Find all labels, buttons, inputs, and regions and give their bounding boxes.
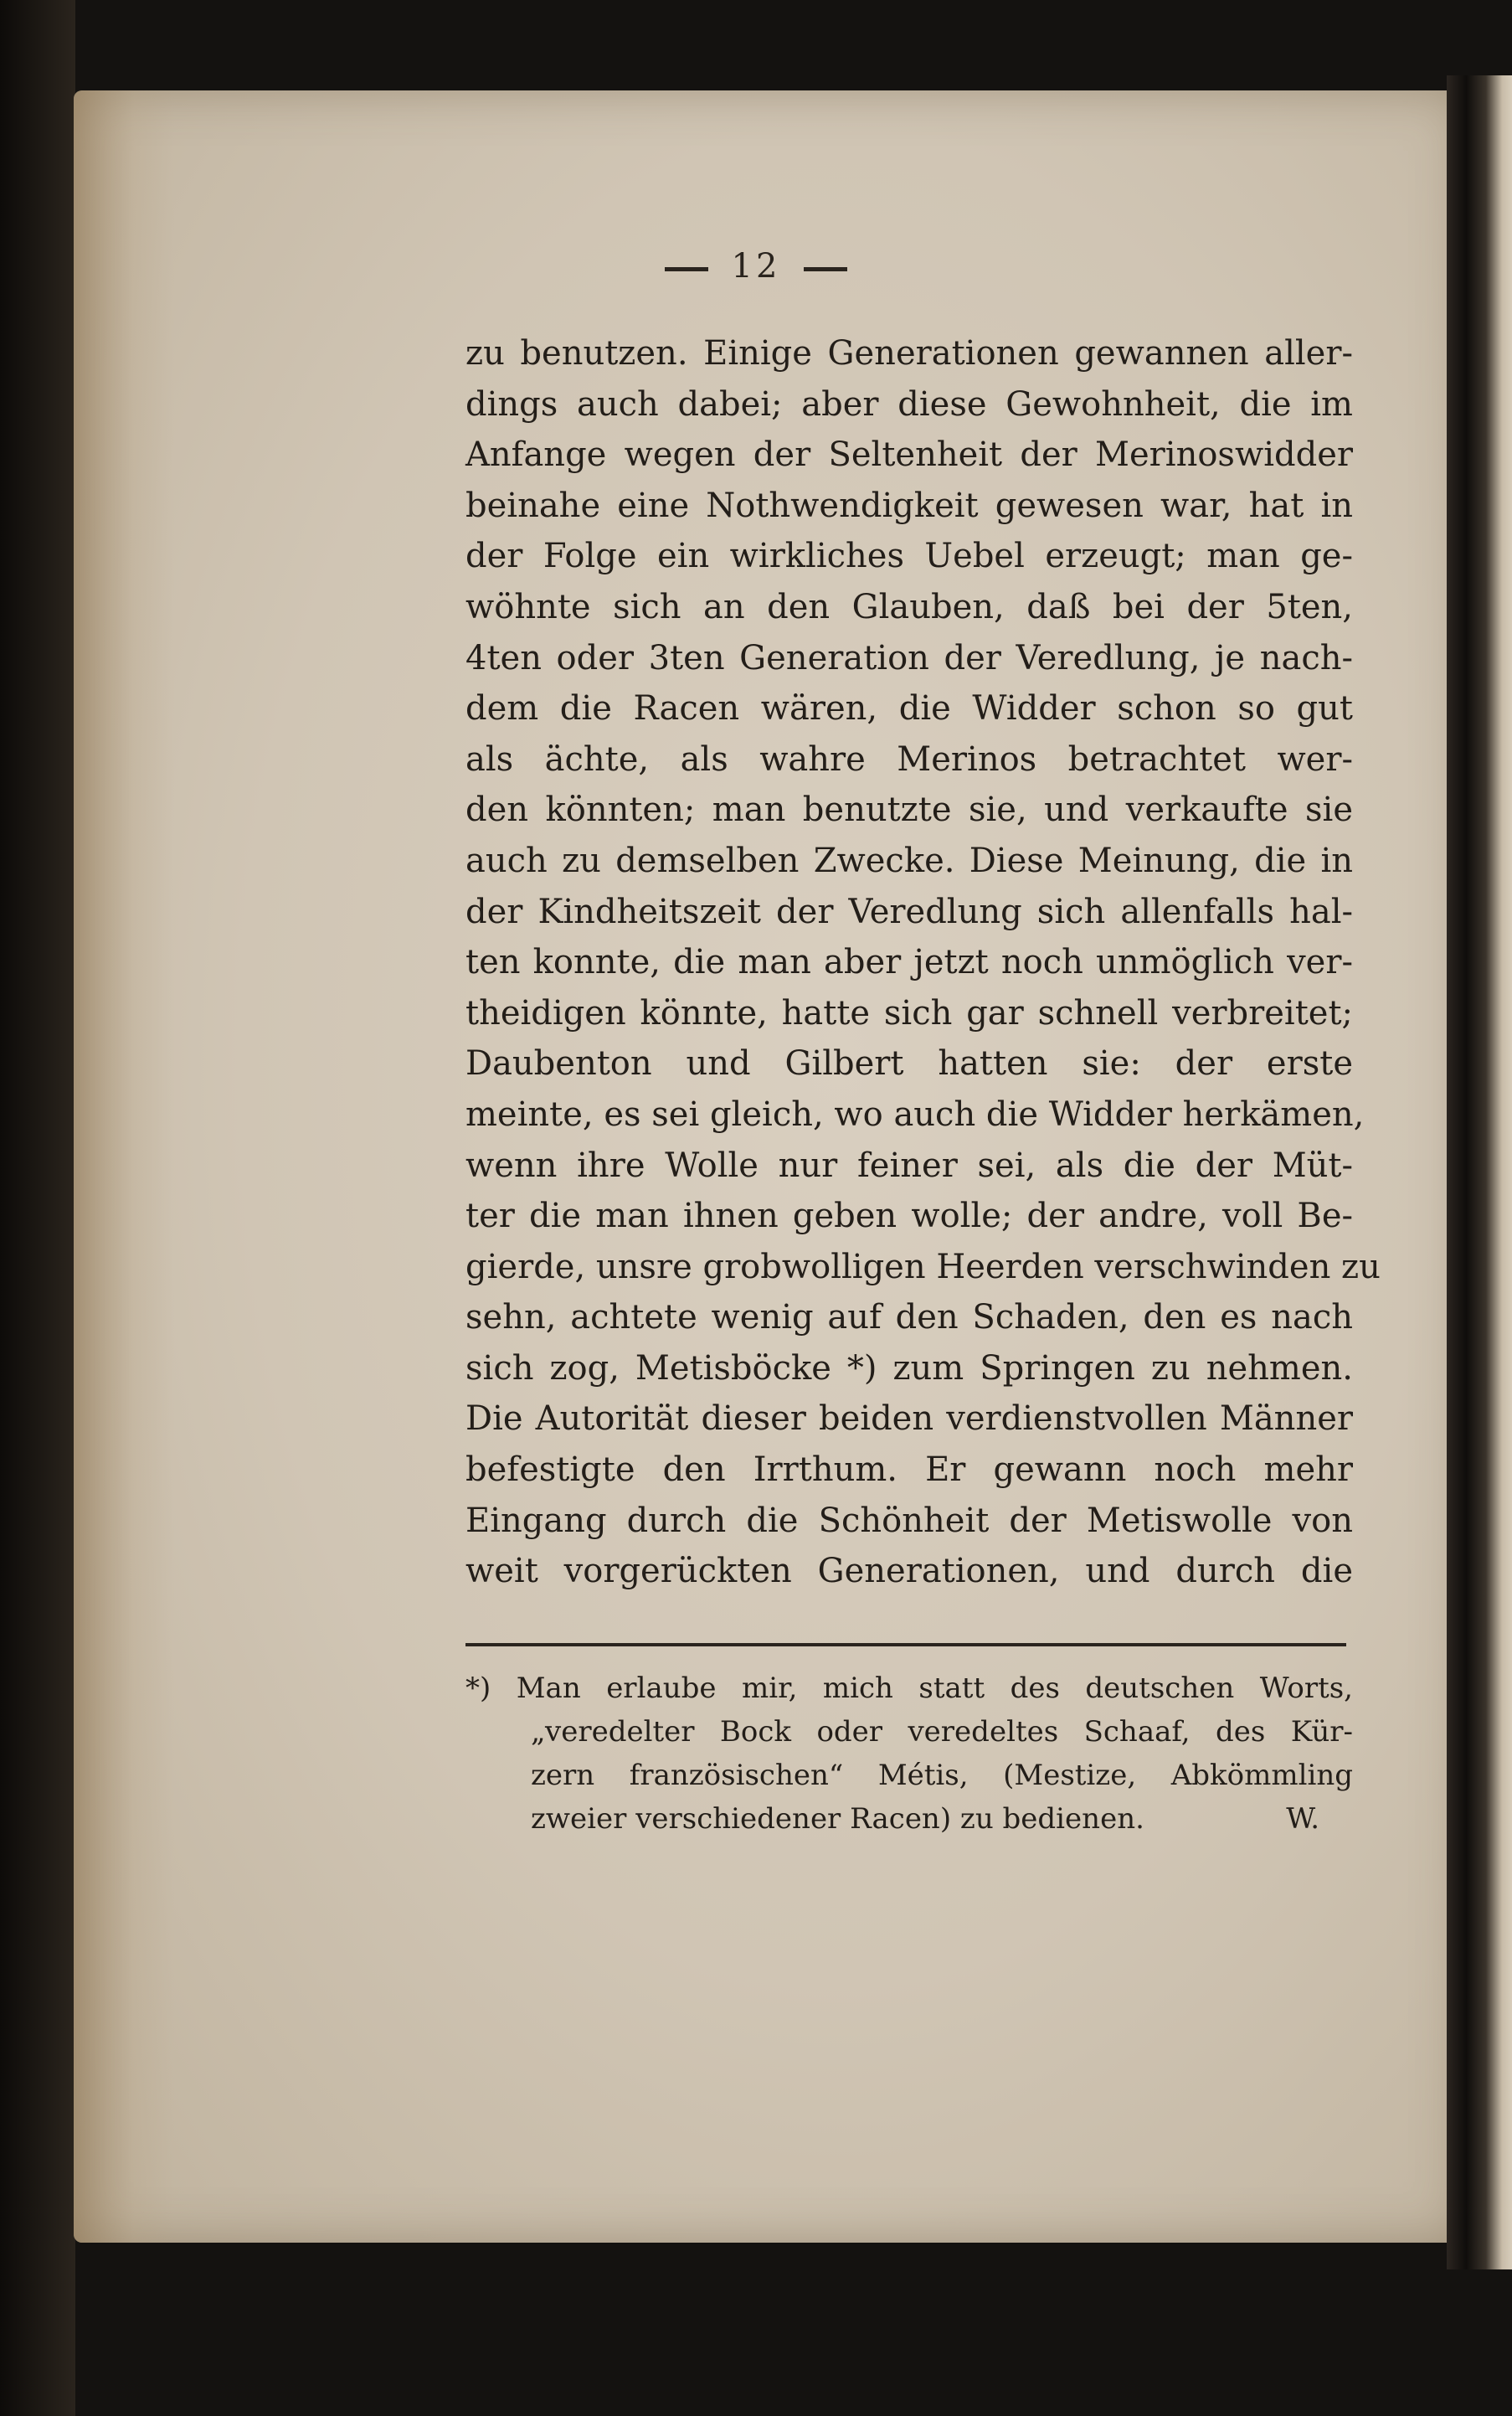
footnote-last-line [465, 1797, 1353, 1841]
text-line: der Kindheitszeit der Veredlung sich allenfalls hal- [465, 892, 1353, 931]
text-line: beinahe eine Nothwendigkeit gewesen war, hat in [465, 486, 1353, 525]
footnote-signature: W. [1286, 1802, 1319, 1836]
page-header [0, 247, 1512, 286]
text-line: meinte, es sei gleich, wo auch die Widder herkämen, [465, 1095, 1365, 1134]
text-line: der Folge ein wirkliches Uebel erzeugt; man ge- [465, 537, 1353, 576]
footnote-line: „veredelter Bock oder veredeltes Schaaf, des Kür- [531, 1715, 1353, 1749]
text-line: wenn ihre Wolle nur feiner sei, als die der Müt- [465, 1146, 1353, 1185]
text-line: den könnten; man benutzte sie, und verkaufte sie [465, 791, 1353, 830]
text-line: ter die man ihnen geben wolle; der andre, voll Be- [465, 1197, 1353, 1236]
left-shadow [0, 0, 75, 2416]
footnote-line: *) Man erlaube mir, mich statt des deutschen Worts, [465, 1672, 1353, 1705]
text-line: Daubenton und Gilbert hatten sie: der erste [465, 1044, 1353, 1084]
page-number: 12 [641, 247, 872, 286]
text-line: zu benutzen. Einige Generationen gewannen aller- [465, 334, 1353, 373]
footnote-rule [465, 1643, 1346, 1646]
text-line: gierde, unsre grobwolligen Heerden verschwinden zu [465, 1247, 1381, 1286]
footnote-line: zern französischen“ Métis, (Mestize, Abkömmling [531, 1759, 1353, 1792]
text-line: Die Autorität dieser beiden verdienstvollen Männer [465, 1399, 1353, 1439]
text-line: sehn, achtete wenig auf den Schaden, den es nach [465, 1298, 1353, 1337]
text-line: ten konnte, die man aber jetzt noch unmöglich ver- [465, 943, 1353, 982]
text-line: dings auch dabei; aber diese Gewohnheit, die im [465, 384, 1353, 424]
text-line: 4ten oder 3ten Generation der Veredlung, je nach- [465, 638, 1353, 677]
text-line: befestigte den Irrthum. Er gewann noch mehr [465, 1450, 1353, 1490]
text-line: dem die Racen wären, die Widder schon so gut [465, 689, 1353, 729]
text-line: Eingang durch die Schönheit der Metiswolle von [465, 1501, 1353, 1540]
text-line: theidigen könnte, hatte sich gar schnell verbreitet; [465, 993, 1353, 1033]
footnote-line: zweier verschiedener Racen) zu bedienen. [531, 1802, 1144, 1836]
footnote [465, 1666, 1353, 1841]
text-line: auch zu demselben Zwecke. Diese Meinung, die in [465, 841, 1353, 880]
text-line: als ächte, als wahre Merinos betrachtet wer- [465, 739, 1353, 779]
body-text [465, 328, 1381, 1597]
text-line: sich zog, Metisböcke *) zum Springen zu nehmen. [465, 1348, 1353, 1388]
text-line: Anfange wegen der Seltenheit der Merinoswidder [465, 435, 1353, 475]
text-line: wöhnte sich an den Glauben, daß bei der 5ten, [465, 587, 1353, 626]
text-line: weit vorgerückten Generationen, und durch die [465, 1552, 1353, 1591]
book-binding [1447, 75, 1512, 2269]
page-edge-stain [74, 90, 174, 2243]
